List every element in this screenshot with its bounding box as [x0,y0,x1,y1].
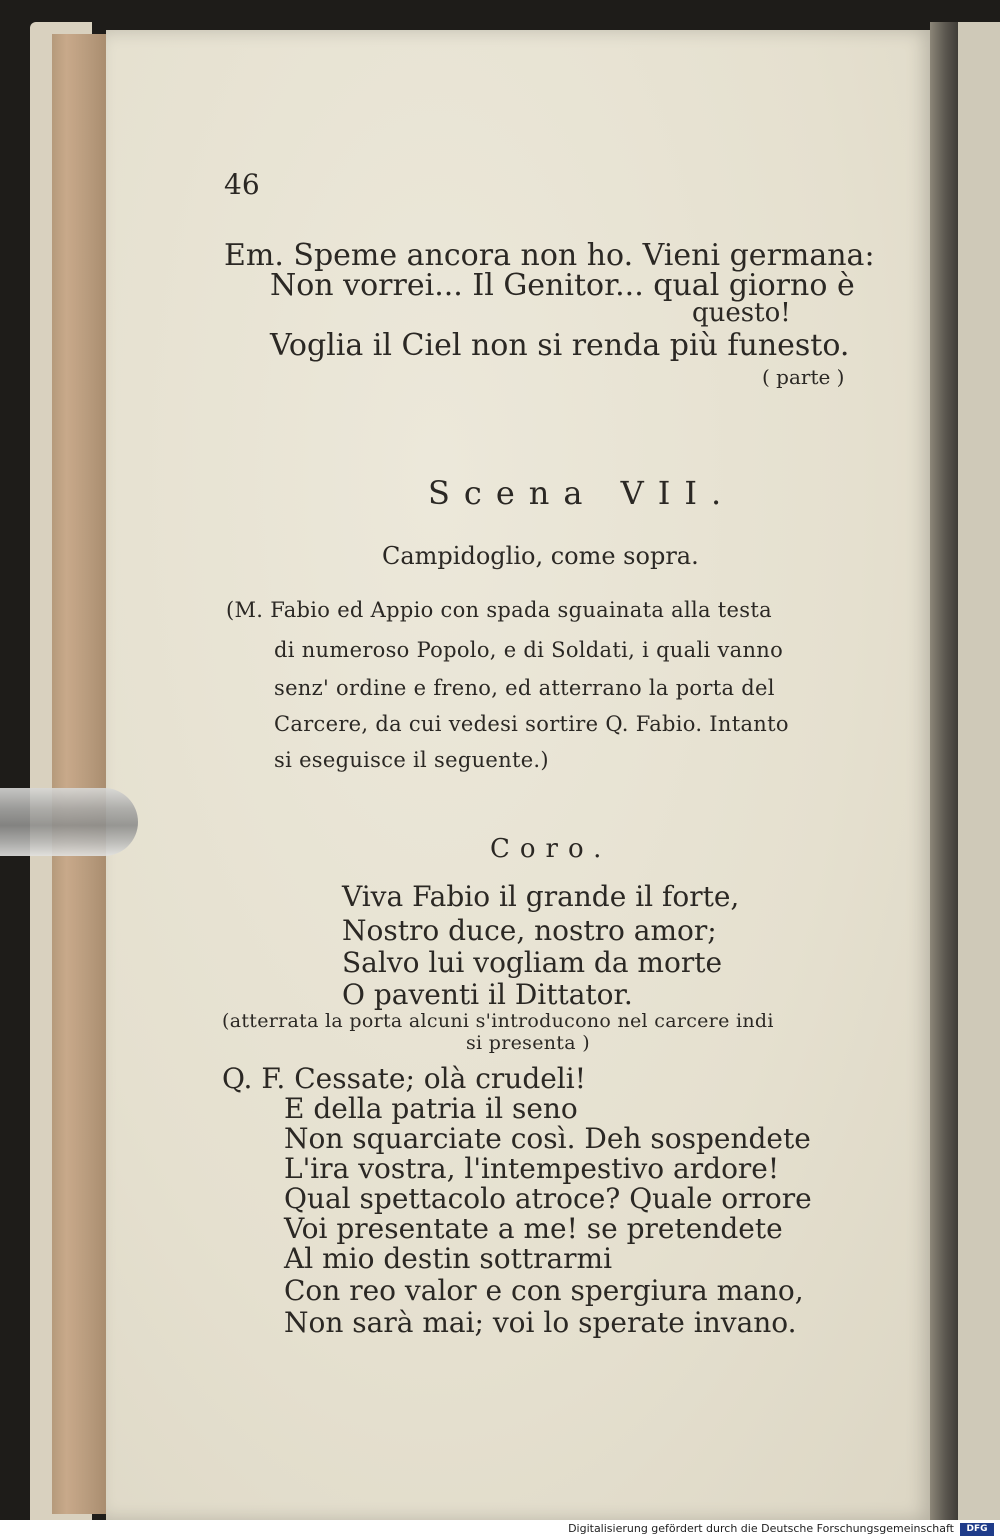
chorus-line: Viva Fabio il grande il forte, [342,880,740,913]
page-number: 46 [224,168,260,201]
stage-direction-line: (atterrata la porta alcuni s'introducono nel carcere indi [222,1010,774,1032]
text-line: Voglia il Ciel non si renda più funesto. [270,328,850,363]
stage-direction-line: (M. Fabio ed Appio con spada sguainata alla testa [226,598,772,622]
chorus-heading: Coro. [490,834,612,864]
dialogue-line: Al mio destin sottrarmi [284,1242,613,1275]
chorus-line: O paventi il Dittator. [342,978,633,1011]
stage-direction: ( parte ) [762,365,845,389]
dialogue-line: Con reo valor e con spergiura mano, [284,1274,804,1307]
stage-direction-line: senz' ordine e freno, ed atterrano la porta del [274,676,775,700]
stage-direction-line: si presenta ) [466,1032,590,1054]
stage-direction-line: di numeroso Popolo, e di Soldati, i quali vanno [274,638,784,662]
scene-title: Scena VII. [428,474,736,512]
dialogue-line: Non squarciate così. Deh sospendete [284,1122,811,1155]
chorus-line: Salvo lui vogliam da morte [342,946,723,979]
footer-credit: Digitalisierung gefördert durch die Deutsche Forschungsgemeinschaft [568,1522,954,1535]
footer-bar [0,1520,1000,1539]
page-edges [52,34,110,1514]
book-gutter [930,22,960,1527]
text-line: Non vorrei... Il Genitor... qual giorno è [270,268,855,303]
text-line: questo! [692,298,791,328]
scene-setting: Campidoglio, come sopra. [382,542,699,570]
chorus-line: Nostro duce, nostro amor; [342,914,717,947]
scroll-handle-icon[interactable] [0,788,138,856]
dialogue-line: Qual spettacolo atroce? Quale orrore [284,1182,812,1215]
dialogue-line: Q. F. Cessate; olà crudeli! [222,1062,586,1095]
facing-page-edge [958,22,1000,1527]
dialogue-line: E della patria il seno [284,1092,578,1125]
stage-direction-line: Carcere, da cui vedesi sortire Q. Fabio. Intanto [274,712,789,736]
dialogue-line: Voi presentate a me! se pretendete [284,1212,783,1245]
dialogue-line: Non sarà mai; voi lo sperate invano. [284,1306,797,1339]
stage-direction-line: si eseguisce il seguente.) [274,748,549,772]
dialogue-line: L'ira vostra, l'intempestivo ardore! [284,1152,780,1185]
dfg-logo-icon: DFG [960,1523,994,1536]
text-line: Em. Speme ancora non ho. Vieni germana: [224,238,875,273]
